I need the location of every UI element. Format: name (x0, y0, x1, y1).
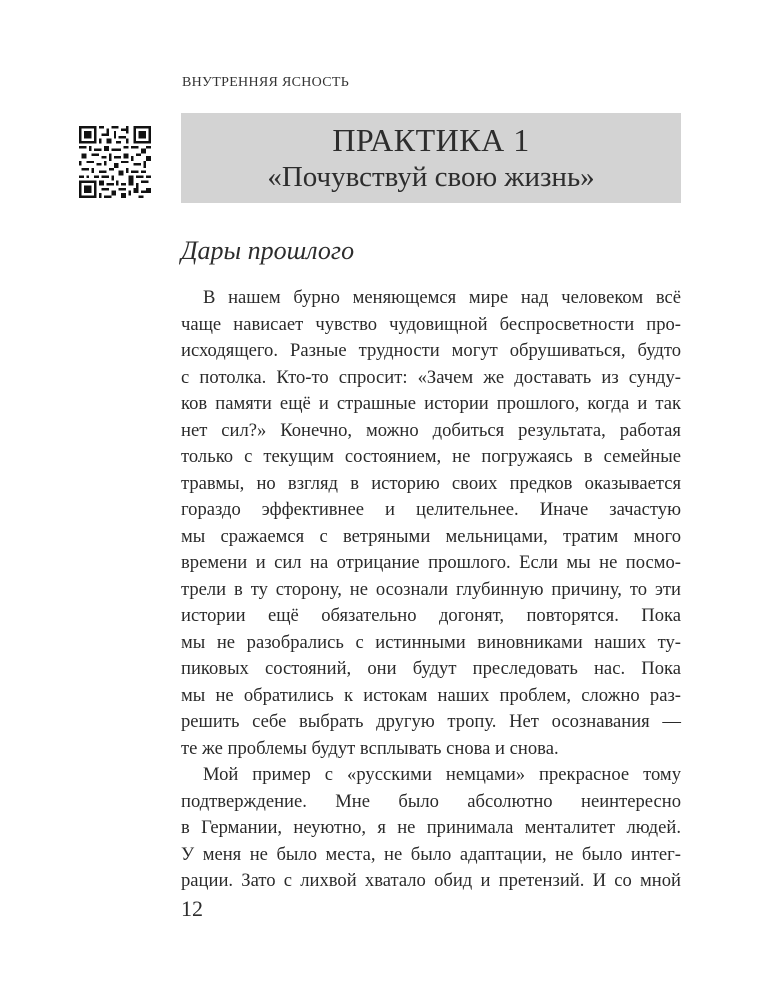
running-head: ВНУТРЕННЯЯ ЯСНОСТЬ (182, 75, 350, 90)
text-line: травмы, но взгляд в историю своих предков оказывается (181, 472, 681, 494)
text-line: только с текущим состоянием, не погружаясь в семейные (181, 446, 681, 467)
text-line: подтверждение. Мне было абсолютно неинтересно (181, 790, 681, 812)
text-line: мы не разобрались с истинными виновниками наших ту- (181, 631, 681, 653)
text-line: Мой пример с «русскими немцами» прекрасное тому (203, 764, 681, 785)
practice-heading: ПРАКТИКА 1 (332, 122, 530, 158)
text-line: с потолка. Кто-то спросит: «Зачем же доставать из сунду- (181, 366, 681, 388)
text-line: мы не обратились к истокам наших проблем, сложно раз- (181, 684, 681, 706)
text-line: пиковых состояний, они будут преследовать нас. Пока (181, 658, 681, 679)
paragraph-1 (181, 285, 681, 762)
text-line: в Германии, неуютно, я не принимала менталитет людей. (181, 817, 681, 838)
practice-banner (181, 113, 681, 203)
text-line: В нашем бурно меняющемся мире над человеком всё (203, 287, 681, 308)
qr-code-icon (79, 126, 151, 198)
text-line: ков памяти ещё и страшные истории прошлого, когда и так (181, 393, 681, 414)
text-line: трели в ту сторону, не осознали глубинную причину, то эти (181, 578, 681, 600)
body-text (181, 285, 681, 895)
text-line: те же проблемы будут всплывать снова и снова. (181, 737, 559, 759)
text-line: исходящего. Разные трудности могут обрушиваться, будто (181, 340, 681, 361)
text-line: решить себе выбрать другую тропу. Нет осознавания — (181, 711, 681, 732)
practice-subtitle: «Почувствуй свою жизнь» (267, 161, 595, 193)
text-line: рации. Зато с лихвой хватало обид и претензий. И со мной (181, 870, 681, 891)
text-line: истории ещё обязательно догонят, повторятся. Пока (181, 605, 681, 626)
paragraph-2 (181, 762, 681, 895)
text-line: гораздо эффективнее и целительнее. Иначе зачастую (181, 499, 681, 520)
page-number: 12 (181, 896, 203, 921)
text-line: нет сил?» Конечно, можно добиться результата, работая (181, 419, 681, 441)
section-title: Дары прошлого (181, 236, 355, 265)
text-line: мы сражаемся с ветряными мельницами, тратим много (181, 525, 681, 547)
text-line: У меня не было места, не было адаптации, не было интег- (181, 843, 681, 865)
text-line: времени и сил на отрицание прошлого. Если мы не посмо- (181, 552, 681, 573)
text-line: чаще нависает чувство чудовищной беспросветности про- (181, 313, 681, 335)
